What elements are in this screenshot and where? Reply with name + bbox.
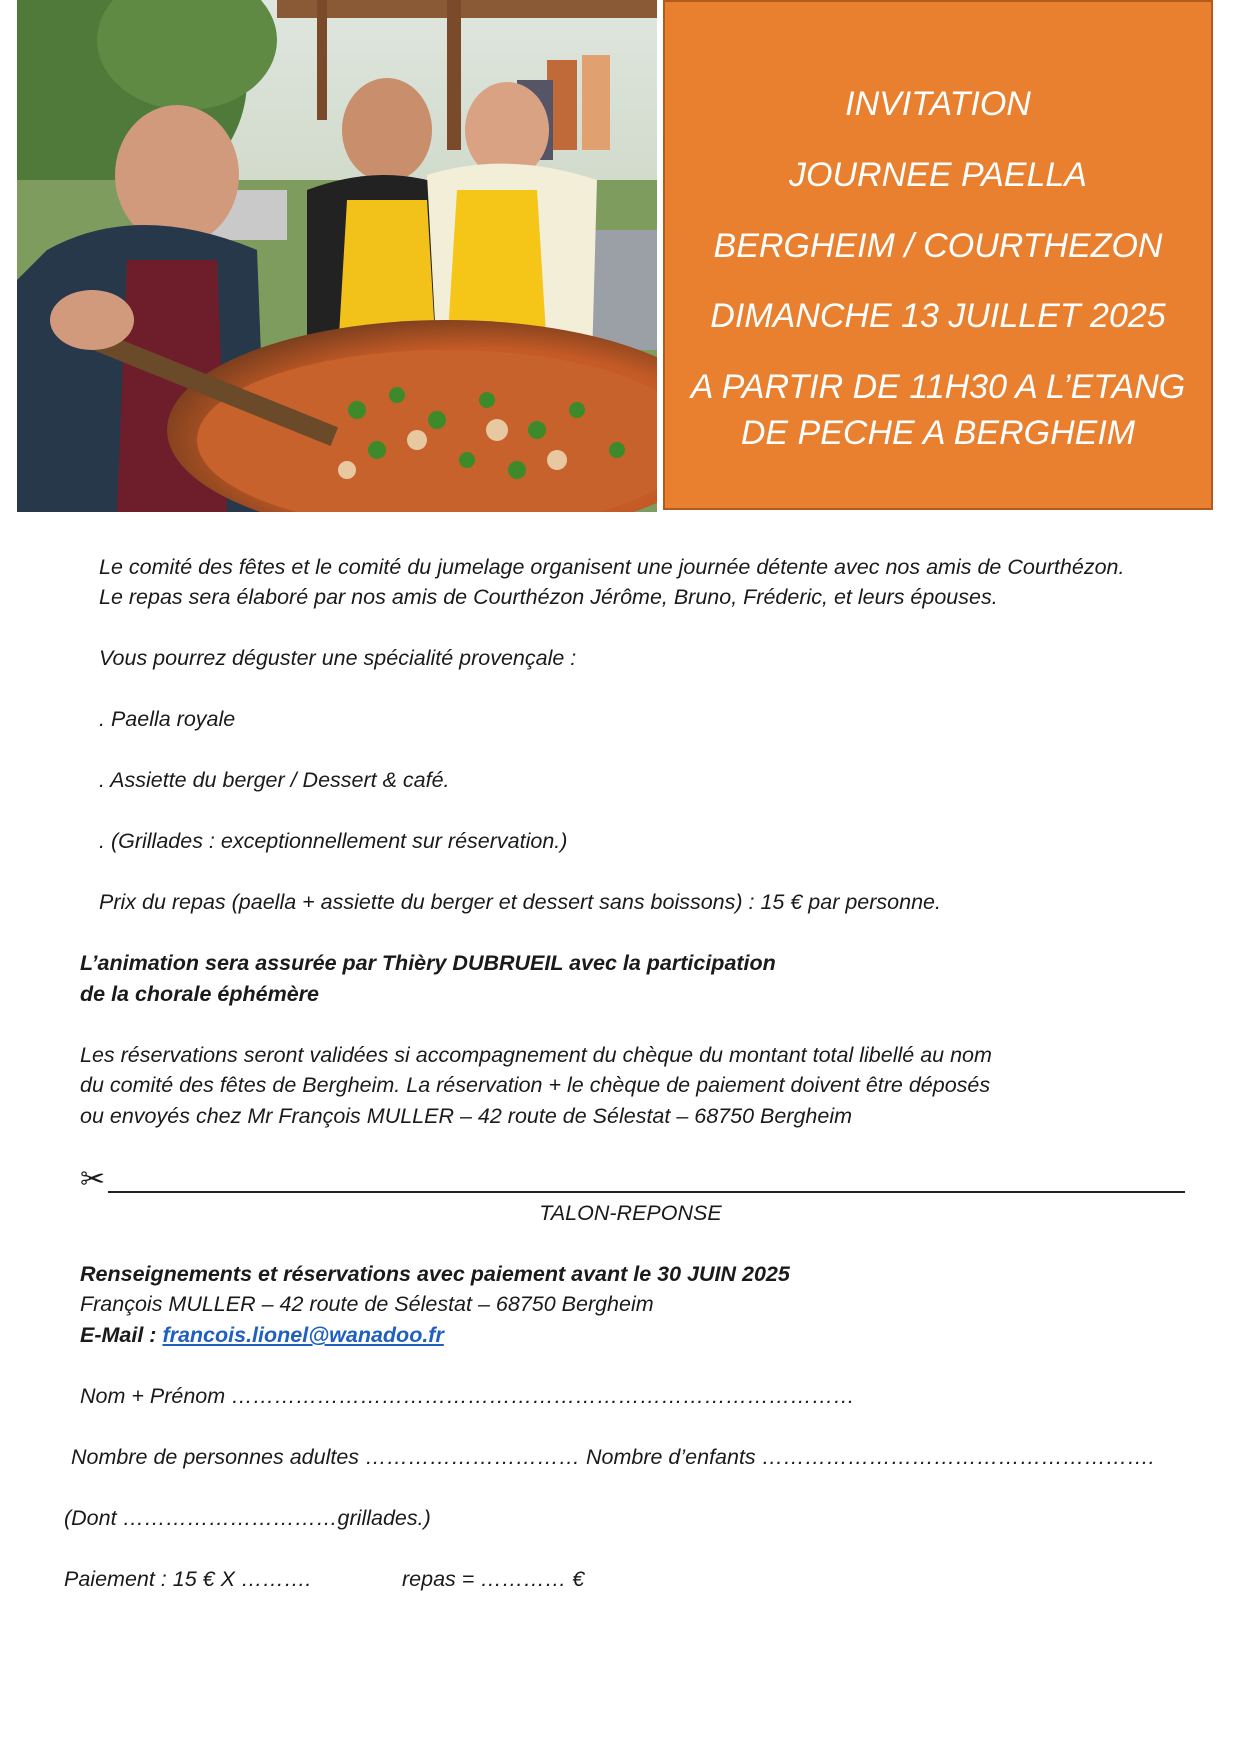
paella-photo (17, 0, 657, 512)
talon-title: TALON-REPONSE (539, 1201, 722, 1225)
talon-address: François MULLER – 42 route de Sélestat – 68750 Bergheim (80, 1292, 654, 1316)
menu-item-paella: . Paella royale (99, 707, 236, 731)
event-name: JOURNEE PAELLA (789, 156, 1087, 194)
event-towns: BERGHEIM / COURTHEZON (713, 227, 1163, 265)
talon-email-row (80, 1320, 444, 1350)
email-link[interactable]: francois.lionel@wanadoo.fr (162, 1323, 444, 1347)
intro-line-1: Le comité des fêtes et le comité du jumelage organisent une journée détente avec nos amis de Courthézon. (99, 555, 1125, 579)
invitation-header-box (663, 0, 1213, 510)
scissors-icon: ✂ (80, 1163, 106, 1196)
price-line: Prix du repas (paella + assiette du berger et dessert sans boissons) : 15 € par personne. (99, 890, 941, 914)
reservation-line-2: du comité des fêtes de Bergheim. La réservation + le chèque de paiement doivent être déposés (80, 1073, 991, 1097)
animation-line-1: L’animation sera assurée par Thièry DUBRUEIL avec la participation (80, 951, 776, 975)
event-date: DIMANCHE 13 JUILLET 2025 (710, 297, 1166, 335)
persons-field[interactable]: Nombre de personnes adultes ………………………… Nombre d’enfants ………………………………………………. (71, 1445, 1155, 1469)
payment-field[interactable]: Paiement : 15 € X ………. (64, 1567, 312, 1591)
event-time-place-line2: DE PECHE A BERGHEIM (740, 414, 1136, 452)
name-field[interactable]: Nom + Prénom …………………………………………………………………………… (80, 1384, 855, 1408)
menu-item-grillades: . (Grillades : exceptionnellement sur réservation.) (99, 829, 568, 853)
cut-rule (108, 1191, 1185, 1193)
talon-info: Renseignements et réservations avec paiement avant le 30 JUIN 2025 (80, 1262, 790, 1286)
animation-line-2: de la chorale éphémère (80, 982, 319, 1006)
reservation-line-3: ou envoyés chez Mr François MULLER – 42 route de Sélestat – 68750 Bergheim (80, 1104, 853, 1128)
cut-line (80, 1163, 1185, 1196)
reservation-line-1: Les réservations seront validées si accompagnement du chèque du montant total libellé au nom (80, 1043, 992, 1067)
event-time-place-line1: A PARTIR DE 11H30 A L’ETANG (690, 368, 1186, 406)
payment-total-field[interactable]: repas = ………… € (402, 1567, 585, 1591)
menu-item-assiette: . Assiette du berger / Dessert & café. (99, 768, 450, 792)
intro-line-2: Le repas sera élaboré par nos amis de Courthézon Jérôme, Bruno, Fréderic, et leurs épouses. (99, 585, 998, 609)
menu-intro: Vous pourrez déguster une spécialité provençale : (99, 646, 577, 670)
paella-cooking-image (17, 0, 657, 512)
invitation-title: INVITATION (845, 85, 1031, 123)
email-label: E-Mail : (80, 1323, 157, 1347)
grill-field[interactable]: (Dont …………………………grillades.) (64, 1506, 431, 1530)
